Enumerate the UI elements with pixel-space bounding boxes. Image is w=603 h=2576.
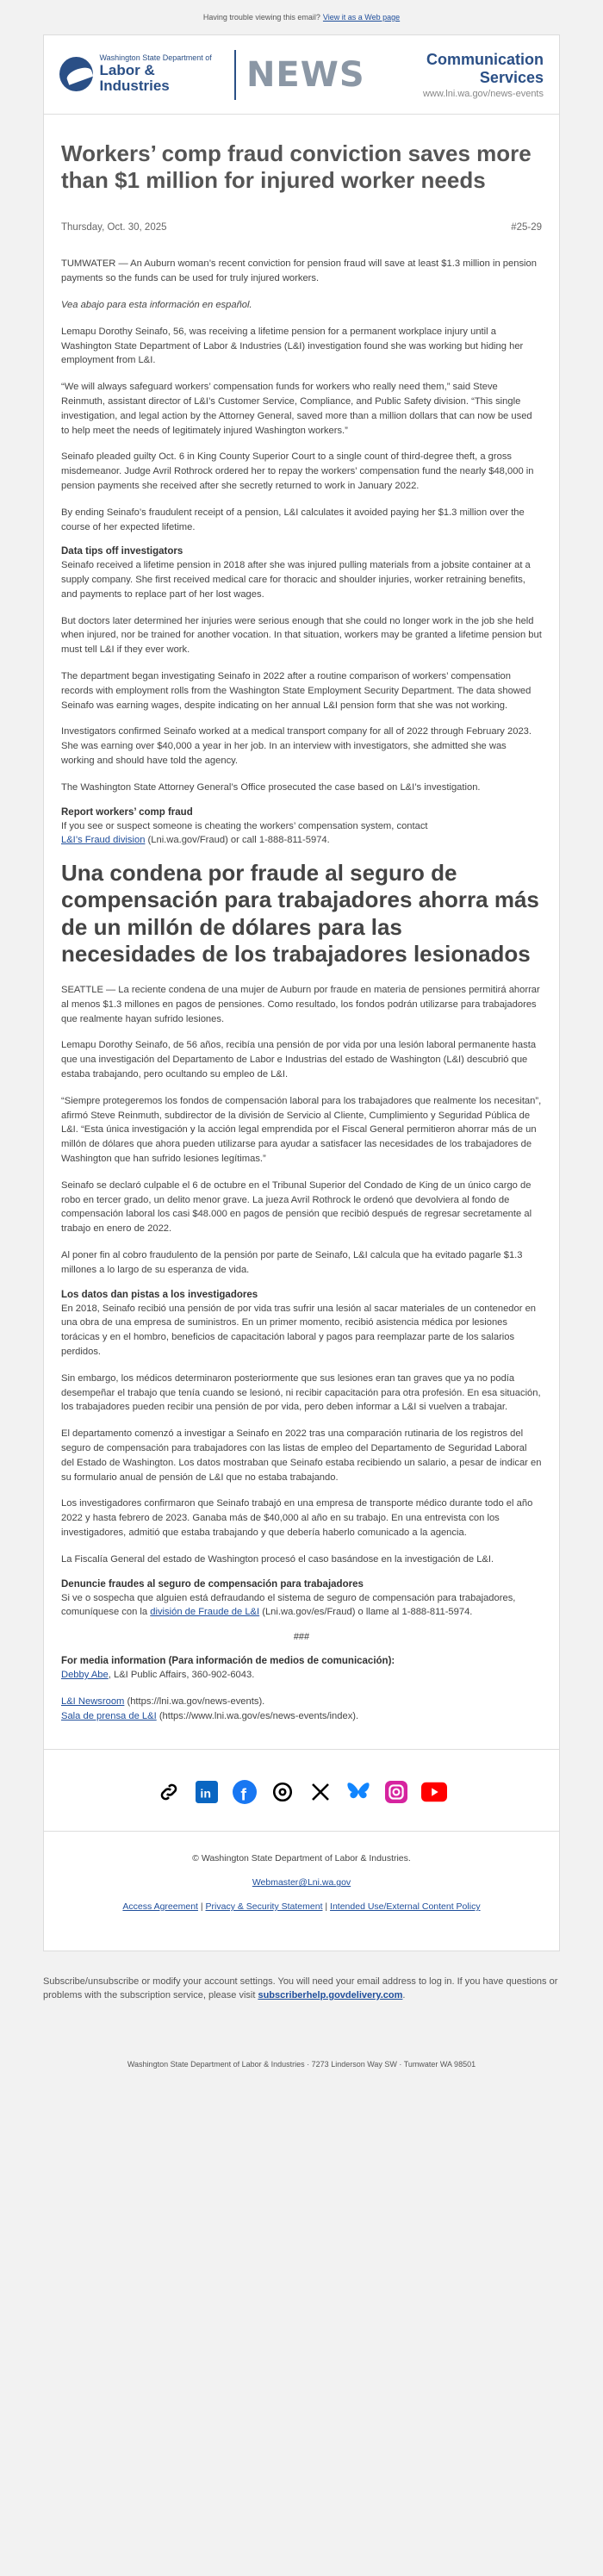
spanish-headline: Una condena por fraude al seguro de compensación para trabajadores ahorra más de un millón de dólares para las necesidades de los trabajadores lesionados [61, 860, 539, 967]
fraud-division-es-link[interactable]: división de Fraude de L&I [150, 1607, 260, 1618]
article-paragraph: Investigators confirmed Seinafo worked at a medical transport company for all of 2022 through February 2023. She was earning over $40,000 a year in her job. In an interview with investigators, she admitted she was working and should have told the agency. [61, 726, 532, 767]
lni-logo[interactable] [59, 54, 224, 95]
spanish-paragraph: Al poner fin al cobro fraudulento de la pensión por parte de Seinafo, L&I calcula que ha evitado pagarle $1.3 millones a lo largo de su esperanza de vida. [61, 1249, 523, 1275]
svg-text:f: f [240, 1785, 246, 1805]
article-paragraph: The Washington State Attorney General’s Office prosecuted the case based on L&I’s investigation. [61, 781, 481, 793]
sala-link[interactable]: Sala de prensa de L&I [61, 1710, 157, 1721]
spanish-paragraph: Lemapu Dorothy Seinafo, de 56 años, recibía una pensión de por vida por una lesión laboral permanente hasta que una investigación del Departamento de Labor e Industrias del estado de Washington (L&I) descubrió que estaba trabajando, pero ocultando su empleo de L&I. [61, 1040, 537, 1080]
spanish-paragraph: En 2018, Seinafo recibió una pensión de por vida tras sufrir una lesión al sacar materiales de un contenedor en una obra de una empresa de suministros. En un primer momento, recibió asistencia médica por lesiones torácicas y en el hombro, beneficios de capacitación laboral y pagos para reemplazar parte de los salarios perdidos. [61, 1303, 537, 1357]
media-contact-link[interactable]: Debby Abe [61, 1670, 109, 1681]
email-card [43, 34, 560, 1951]
spanish-subheading: Denuncie fraudes al seguro de compensación para trabajadores [61, 1578, 364, 1590]
intended-use-link[interactable]: Intended Use/External Content Policy [330, 1901, 481, 1912]
separator: | [197, 1901, 206, 1912]
spanish-paragraph: “Siempre protegeremos los fondos de compensación laboral para los trabajadores que realmente los necesitan”, afirmó Steve Reinmuth, subdirector de la división de Servicio al Cliente, Cumplimiento y Seguridad Pública de L&I. “Esta única investigación y la acción legal emprendida por el Fiscal General permitieron ahorrar más de un millón de dólares que ahora pueden utilizarse para ayudar a satisfacer las necesidades de los trabajadores de Washington que han sufrido lesiones legítimas.” [61, 1095, 542, 1164]
article-content [44, 140, 559, 1723]
article-paragraph: By ending Seinafo’s fraudulent receipt of a pension, L&I calculates it avoided paying her $1.3 million over the course of her expected lifetime. [61, 507, 525, 532]
paragraph-text: (Lni.wa.gov/Fraud) or call 1-888-811-5974. [147, 835, 330, 846]
sala-url: (https://www.lni.wa.gov/es/news-events/index). [156, 1710, 359, 1721]
news-title: NEWS [246, 54, 365, 95]
spanish-paragraph: El departamento comenzó a investigar a Seinafo en 2022 tras una comparación rutinaria de los registros del seguro de compensación para trabajadores con las listas de empleo del Departamento de Seguridad Laboral del Estado de Washington. Los datos mostraban que Seinafo estaba recibiendo un salario, a pesar de indicar en su formulario anual de pensión de L&I que no estaba trabajando. [61, 1428, 542, 1483]
instagram-icon[interactable] [383, 1779, 409, 1805]
separator: | [322, 1901, 331, 1912]
spanish-paragraph: Los investigadores confirmaron que Seinafo trabajó en una empresa de transporte médico durante todo el año 2022 y hasta febrero de 2023. Ganaba más de $40,000 al año en su trabajo. En una entrevista con los investigadores, admitió que estaba trabajando y que debería haberlo comunicado a la agencia. [61, 1498, 533, 1538]
subheading: Report workers’ comp fraud [61, 806, 193, 818]
end-marker: ### [293, 1632, 310, 1643]
x-icon[interactable] [308, 1779, 333, 1805]
paragraph-text: If you see or suspect someone is cheating the workers’ compensation system, contact [61, 820, 428, 831]
paragraph-text: Si ve o sospecha que alguien está defraudando el sistema de seguro de compensación para trabajadores, comuníquese con la [61, 1592, 516, 1618]
subscription-end: . [402, 1989, 406, 2000]
email-header [44, 35, 559, 115]
webmaster-email-link[interactable]: Webmaster@Lni.wa.gov [252, 1877, 351, 1888]
bluesky-icon[interactable] [345, 1779, 371, 1805]
spanish-paragraph [61, 1591, 542, 1621]
media-title: For media information (Para información de medios de comunicación): [61, 1656, 395, 1667]
article-paragraph: But doctors later determined her injuries were serious enough that she could no longer work in the job she held when injured, nor be trained for another vocation. In that situation, workers may be granted a lifetime pension but must tell L&I if they ever work. [61, 615, 542, 656]
subscription-info [43, 1976, 560, 2003]
article-headline: Workers’ comp fraud conviction saves more than $1 million for injured worker needs [61, 140, 532, 193]
youtube-icon[interactable] [421, 1779, 447, 1805]
top-notice [0, 0, 603, 34]
spanish-subheading: Los datos dan pistas a los investigadores [61, 1289, 258, 1300]
threads-icon[interactable] [270, 1779, 295, 1805]
article-paragraph: TUMWATER — An Auburn woman’s recent conviction for pension fraud will save at least $1.3 million in pension payments so the funds can be used for truly injured workers. [61, 258, 537, 284]
spanish-paragraph: La Fiscalía General del estado de Washington procesó el caso basándose en la investigación de L&I. [61, 1553, 494, 1565]
lni-logo-icon [59, 57, 93, 91]
subscriber-help-link[interactable]: subscriberhelp.govdelivery.com [258, 1989, 403, 2000]
newsroom-url: (https://lni.wa.gov/news-events). [124, 1696, 265, 1707]
article-paragraph: The department began investigating Seinafo in 2022 after a routine comparison of workers’ compensation records with employment rolls from the Washington State Employment Security Department. The data showed Seinafo was earning wages, despite indicating on her annual L&I pension form that she was not working. [61, 671, 532, 711]
newsroom-line [61, 1695, 542, 1709]
logo-small-text: Washington State Department of [99, 53, 212, 62]
email-footer [44, 1831, 559, 1950]
article-paragraph: “We will always safeguard workers’ compensation funds for workers who really need them,” said Steve Reinmuth, assistant director of L&I’s Customer Service, Compliance, and Public Safety division. “This single investigation, and legal action by the Attorney General, saved more than a million dollars that can now be used to help meet the needs of legitimately injured Washington workers.” [61, 382, 532, 436]
social-links [44, 1749, 559, 1831]
article-paragraph: Seinafo pleaded guilty Oct. 6 in King County Superior Court to a single count of third-degree theft, a gross misdemeanor. Judge Avril Rothrock ordered her to repay the workers’ compensation fund the nearly $48,000 in pension payments she received after she secretly returned to work in January 2022. [61, 451, 534, 491]
media-info [61, 1656, 542, 1723]
newsroom-link[interactable]: L&I Newsroom [61, 1696, 125, 1707]
spanish-paragraph: Sin embargo, los médicos determinaron posteriormente que sus lesiones eran tan graves que ya no podía desempeñar el trabajo que tenía cuando se lesionó, ni recibir capacitación para otra profesión. En esa situación, los trabajadores pueden recibir una pensión de por vida, pero deben informar a L&I si vuelven a trabajar. [61, 1372, 541, 1413]
article-date: Thursday, Oct. 30, 2025 [61, 222, 167, 233]
linkedin-icon[interactable] [194, 1779, 220, 1805]
article-paragraph: Lemapu Dorothy Seinafo, 56, was receiving a lifetime pension for a permanent workplace injury until a Washington State Department of Labor & Industries (L&I) investigation found she was working but hiding her employment from L&I. [61, 326, 524, 366]
link-icon[interactable] [156, 1779, 182, 1805]
paragraph-text: (Lni.wa.gov/es/Fraud) o llame al 1-888-811-5974. [262, 1607, 473, 1618]
svg-text:in: in [200, 1786, 211, 1801]
header-divider [234, 50, 236, 100]
top-notice-text: Having trouble viewing this email? [202, 13, 320, 22]
sala-line [61, 1709, 542, 1724]
fraud-division-link[interactable]: L&I’s Fraud division [61, 835, 146, 846]
address-footer: Washington State Department of Labor & Industries · 7273 Linderson Way SW · Tumwater WA 98501 [127, 2059, 476, 2069]
spanish-note: Vea abajo para esta información en español. [61, 299, 252, 310]
article-paragraph: Seinafo received a lifetime pension in 2018 after she was injured pulling materials from a jobsite container at a supply company. She first received medical care for thoracic and shoulder injuries, worker retraining benefits, and payments to replace part of her lost wages. [61, 560, 531, 600]
facebook-icon[interactable] [232, 1779, 258, 1805]
communication-services-title: Communication Services [426, 50, 544, 86]
subscription-text: Subscribe/unsubscribe or modify your account settings. You will need your email address to log in. If you have questions or problems with the subscription service, please visit [43, 1976, 558, 2000]
dateline [61, 222, 542, 233]
spanish-paragraph: Seinafo se declaró culpable el 6 de octubre en el Tribunal Superior del Condado de King de un único cargo de robo en tercer grado, un delito menor grave. La jueza Avril Rothrock le ordenó que devolviera al fondo de compensación laboral los casi $48.000 en pagos de pensión que recibió después de regresar secretamente al trabajo en enero de 2022. [61, 1179, 532, 1235]
release-number: #25-29 [511, 222, 542, 233]
copyright: © Washington State Department of Labor & Industries. [192, 1853, 411, 1864]
media-contact-text: , L&I Public Affairs, 360-902-6043. [108, 1670, 255, 1681]
subheading: Data tips off investigators [61, 546, 183, 557]
news-url: www.lni.wa.gov/news-events [422, 88, 544, 99]
article-paragraph [61, 819, 542, 849]
spanish-paragraph: SEATTLE — La reciente condena de una mujer de Auburn por fraude en materia de pensiones permitirá ahorrar al menos $1.3 millones en pagos de pensiones. Como resultado, los fondos podrán utilizarse para trabajadores que realmente hayan sufrido lesiones. [61, 985, 540, 1024]
access-agreement-link[interactable]: Access Agreement [122, 1901, 198, 1912]
media-contact [61, 1668, 542, 1683]
logo-big-text: Labor & Industries [99, 61, 170, 95]
view-web-page-link[interactable]: View it as a Web page [322, 13, 401, 22]
privacy-link[interactable]: Privacy & Security Statement [205, 1901, 323, 1912]
footer-links [61, 1901, 542, 1914]
